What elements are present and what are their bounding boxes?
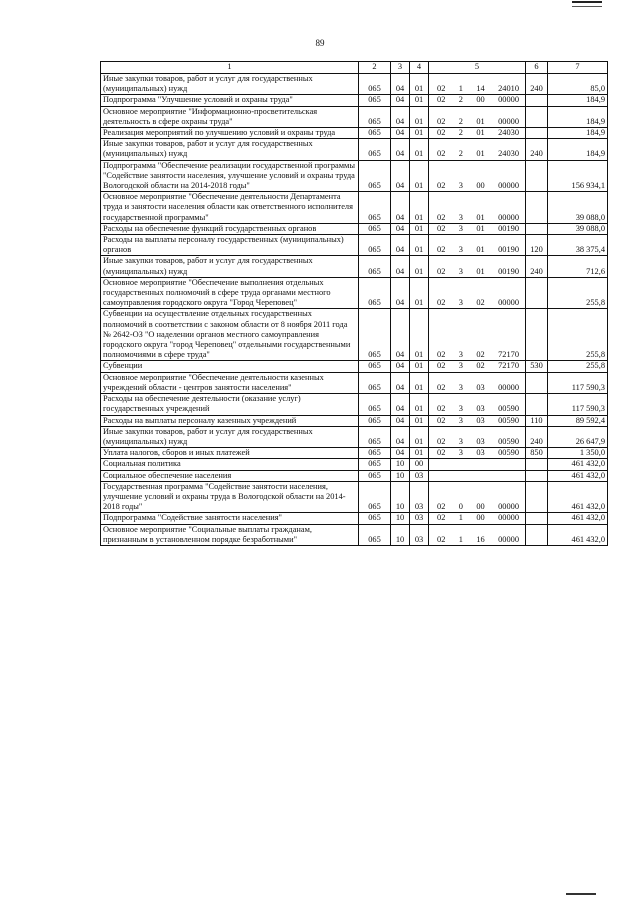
target-article-direction: 72170 [498,361,519,371]
cell-ministry-code: 065 [359,481,391,513]
target-article-direction: 00590 [498,448,519,458]
cell-target-article [429,95,526,106]
cell-target-article [429,74,526,95]
cell-ministry-code: 065 [359,106,391,127]
row-name: Расходы на обеспечение деятельности (оказание услуг) государственных учреждений [101,394,359,415]
cell-subsection-code: 01 [410,192,429,224]
target-article-subprogram: 3 [458,245,463,255]
cell-section-code: 04 [391,74,410,95]
row-name: Иные закупки товаров, работ и услуг для государственных (муниципальных) нужд [101,139,359,160]
target-article-direction: 00190 [498,245,519,255]
table-row [101,309,608,361]
cell-section-code: 04 [391,415,410,426]
table-row [101,106,608,127]
cell-section-code: 04 [391,106,410,127]
target-article-direction: 00000 [498,181,519,191]
cell-section-code: 10 [391,481,410,513]
cell-expense-type [526,223,548,234]
cell-ministry-code: 065 [359,223,391,234]
target-article-activity: 01 [476,266,485,276]
cell-target-article [429,361,526,372]
table-row [101,235,608,256]
cell-expense-type: 240 [526,256,548,277]
table-header-row [101,62,608,74]
target-article-direction: 24030 [498,149,519,159]
target-article-subprogram: 3 [458,382,463,392]
column-header: 6 [526,62,548,74]
cell-section-code: 04 [391,448,410,459]
cell-expense-type [526,470,548,481]
target-article-program: 02 [437,361,446,371]
cell-section-code: 04 [391,426,410,447]
target-article-program: 02 [437,181,446,191]
cell-ministry-code: 065 [359,459,391,470]
target-article-activity: 02 [476,350,485,360]
row-name: Государственная программа "Содействие занятости населения, улучшение условий и охраны труда в Вологодской области на 2014-2018 годы" [101,481,359,513]
target-article-subprogram: 2 [458,149,463,159]
cell-target-article [429,192,526,224]
cell-section-code: 04 [391,160,410,192]
table-row [101,361,608,372]
cell-section-code: 04 [391,256,410,277]
cell-target-article [429,513,526,524]
target-article-subprogram: 2 [458,128,463,138]
target-article-direction: 24010 [498,84,519,94]
table-row [101,256,608,277]
cell-section-code: 04 [391,394,410,415]
target-article-subprogram: 3 [458,266,463,276]
column-header: 2 [359,62,391,74]
target-article-activity: 00 [476,513,485,523]
cell-ministry-code: 065 [359,470,391,481]
cell-subsection-code: 00 [410,459,429,470]
cell-expense-type [526,160,548,192]
target-article-subprogram: 3 [458,350,463,360]
cell-amount: 184,9 [548,106,608,127]
row-name: Основное мероприятие "Информационно-просветительская деятельность в сфере охраны труда" [101,106,359,127]
table-row [101,139,608,160]
cell-amount: 461 432,0 [548,513,608,524]
cell-target-article [429,256,526,277]
cell-target-article [429,459,526,470]
table-row [101,192,608,224]
target-article-subprogram: 3 [458,212,463,222]
target-article-direction: 00000 [498,502,519,512]
target-article-program: 02 [437,502,446,512]
target-article-subprogram: 3 [458,223,463,233]
cell-amount: 184,9 [548,128,608,139]
target-article-activity: 16 [476,534,485,544]
cell-subsection-code: 01 [410,106,429,127]
target-article-program: 02 [437,245,446,255]
cell-target-article [429,139,526,160]
cell-ministry-code: 065 [359,160,391,192]
cell-amount: 255,8 [548,309,608,361]
cell-expense-type: 530 [526,361,548,372]
cell-target-article [429,372,526,393]
target-article-activity: 01 [476,116,485,126]
row-name: Субвенции [101,361,359,372]
row-name: Расходы на выплаты персоналу казенных учреждений [101,415,359,426]
cell-section-code: 10 [391,459,410,470]
cell-expense-type [526,513,548,524]
target-article-activity: 14 [476,84,485,94]
cell-ministry-code: 065 [359,256,391,277]
cell-ministry-code: 065 [359,95,391,106]
target-article-program: 02 [437,382,446,392]
target-article-subprogram: 3 [458,404,463,414]
cell-subsection-code: 01 [410,394,429,415]
row-name: Реализация мероприятий по улучшению условий и охраны труда [101,128,359,139]
target-article-subprogram: 3 [458,181,463,191]
row-name: Иные закупки товаров, работ и услуг для государственных (муниципальных) нужд [101,74,359,95]
table-row [101,372,608,393]
cell-subsection-code: 01 [410,223,429,234]
row-name: Подпрограмма "Обеспечение реализации государственной программы "Содействие занятости населения, улучшение условий и охраны труда Вологодской области на 2014-2018 годы" [101,160,359,192]
target-article-activity: 01 [476,212,485,222]
cell-section-code: 04 [391,139,410,160]
target-article-program: 02 [437,84,446,94]
cell-amount: 39 088,0 [548,223,608,234]
cell-amount: 156 934,1 [548,160,608,192]
cell-amount: 117 590,3 [548,394,608,415]
budget-table [100,61,608,546]
target-article-subprogram: 1 [458,513,463,523]
target-article-subprogram: 3 [458,298,463,308]
cell-section-code: 04 [391,192,410,224]
target-article-program: 02 [437,448,446,458]
column-header: 4 [410,62,429,74]
target-article-direction: 00000 [498,116,519,126]
cell-target-article [429,235,526,256]
target-article-program: 02 [437,212,446,222]
cell-expense-type [526,309,548,361]
column-header: 7 [548,62,608,74]
cell-amount: 461 432,0 [548,470,608,481]
row-name: Основное мероприятие "Обеспечение деятельности казенных учреждений области - центров занятости населения" [101,372,359,393]
cell-section-code: 04 [391,372,410,393]
cell-ministry-code: 065 [359,235,391,256]
cell-ministry-code: 065 [359,394,391,415]
cell-target-article [429,524,526,545]
table-row [101,524,608,545]
target-article-direction: 00000 [498,212,519,222]
cell-subsection-code: 01 [410,256,429,277]
cell-amount: 85,0 [548,74,608,95]
table-row [101,160,608,192]
cell-section-code: 04 [391,277,410,309]
bottom-scan-mark [566,893,596,897]
row-name: Иные закупки товаров, работ и услуг для государственных (муниципальных) нужд [101,256,359,277]
target-article-program: 02 [437,149,446,159]
target-article-direction: 00190 [498,223,519,233]
cell-ministry-code: 065 [359,361,391,372]
cell-subsection-code: 03 [410,481,429,513]
target-article-activity: 02 [476,298,485,308]
target-article-subprogram: 1 [458,534,463,544]
target-article-direction: 00000 [498,298,519,308]
cell-section-code: 04 [391,309,410,361]
cell-target-article [429,277,526,309]
cell-subsection-code: 03 [410,470,429,481]
cell-expense-type: 850 [526,448,548,459]
row-name: Расходы на выплаты персоналу государственных (муниципальных) органов [101,235,359,256]
row-name: Уплата налогов, сборов и иных платежей [101,448,359,459]
cell-expense-type: 240 [526,426,548,447]
cell-ministry-code: 065 [359,426,391,447]
cell-section-code: 10 [391,470,410,481]
target-article-subprogram: 3 [458,448,463,458]
cell-subsection-code: 01 [410,160,429,192]
target-article-direction: 00590 [498,415,519,425]
cell-amount: 184,9 [548,139,608,160]
column-header: 3 [391,62,410,74]
cell-amount: 712,6 [548,256,608,277]
table-row [101,95,608,106]
cell-ministry-code: 065 [359,513,391,524]
cell-amount: 89 592,4 [548,415,608,426]
cell-amount: 1 350,0 [548,448,608,459]
cell-target-article [429,415,526,426]
cell-subsection-code: 03 [410,513,429,524]
target-article-activity: 00 [476,181,485,191]
row-name: Основное мероприятие "Обеспечение выполнения отдельных государственных полномочий в сфере труда органами местного самоуправления городского округа "Город Череповец" [101,277,359,309]
target-article-program: 02 [437,223,446,233]
cell-amount: 184,9 [548,95,608,106]
cell-section-code: 04 [391,235,410,256]
target-article-direction: 00590 [498,436,519,446]
row-name: Подпрограмма "Содействие занятости населения" [101,513,359,524]
row-name: Субвенции на осуществление отдельных государственных полномочий в соответствии с законом области от 8 ноября 2011 года № 2642-ОЗ "О наделении органов местного самоуправления городского округа "город Череповец" отдельными государственными полномочиями в сфере труда" [101,309,359,361]
cell-ministry-code: 065 [359,74,391,95]
cell-expense-type [526,394,548,415]
cell-expense-type [526,459,548,470]
target-article-direction: 00000 [498,95,519,105]
table-row [101,448,608,459]
target-article-activity: 03 [476,448,485,458]
cell-target-article [429,106,526,127]
target-article-program: 02 [437,534,446,544]
cell-subsection-code: 01 [410,361,429,372]
cell-ministry-code: 065 [359,128,391,139]
table-row [101,74,608,95]
cell-expense-type [526,106,548,127]
target-article-program: 02 [437,298,446,308]
target-article-program: 02 [437,95,446,105]
cell-section-code: 10 [391,524,410,545]
cell-amount: 461 432,0 [548,524,608,545]
target-article-subprogram: 2 [458,95,463,105]
cell-target-article [429,481,526,513]
cell-target-article [429,448,526,459]
target-article-direction: 00000 [498,382,519,392]
target-article-activity: 01 [476,223,485,233]
target-article-program: 02 [437,415,446,425]
target-article-subprogram: 3 [458,361,463,371]
cell-amount: 461 432,0 [548,459,608,470]
cell-amount: 461 432,0 [548,481,608,513]
cell-target-article [429,128,526,139]
target-article-program: 02 [437,436,446,446]
cell-ministry-code: 065 [359,139,391,160]
cell-subsection-code: 01 [410,95,429,106]
cell-section-code: 10 [391,513,410,524]
row-name: Подпрограмма "Улучшение условий и охраны труда" [101,95,359,106]
cell-ministry-code: 065 [359,309,391,361]
cell-amount: 26 647,9 [548,426,608,447]
cell-subsection-code: 01 [410,74,429,95]
cell-expense-type: 240 [526,139,548,160]
table-row [101,470,608,481]
table-row [101,415,608,426]
cell-target-article [429,160,526,192]
target-article-subprogram: 3 [458,436,463,446]
cell-section-code: 04 [391,95,410,106]
cell-expense-type [526,95,548,106]
cell-expense-type [526,128,548,139]
cell-section-code: 04 [391,361,410,372]
cell-ministry-code: 065 [359,415,391,426]
target-article-activity: 02 [476,361,485,371]
row-name: Иные закупки товаров, работ и услуг для государственных (муниципальных) нужд [101,426,359,447]
row-name: Социальное обеспечение населения [101,470,359,481]
cell-expense-type [526,524,548,545]
row-name: Расходы на обеспечение функций государственных органов [101,223,359,234]
target-article-activity: 01 [476,128,485,138]
target-article-activity: 01 [476,245,485,255]
target-article-program: 02 [437,350,446,360]
target-article-program: 02 [437,513,446,523]
cell-ministry-code: 065 [359,372,391,393]
row-name: Социальная политика [101,459,359,470]
row-name: Основное мероприятие "Социальные выплаты гражданам, признанным в установленном порядке безработными" [101,524,359,545]
target-article-direction: 00590 [498,404,519,414]
table-row [101,481,608,513]
target-article-direction: 00190 [498,266,519,276]
cell-expense-type [526,372,548,393]
cell-subsection-code: 01 [410,426,429,447]
cell-expense-type [526,192,548,224]
cell-section-code: 04 [391,128,410,139]
cell-subsection-code: 01 [410,309,429,361]
target-article-subprogram: 2 [458,116,463,126]
cell-target-article [429,426,526,447]
table-row [101,394,608,415]
target-article-activity: 00 [476,502,485,512]
target-article-program: 02 [437,404,446,414]
table-row [101,128,608,139]
cell-amount: 255,8 [548,277,608,309]
cell-ministry-code: 065 [359,192,391,224]
corner-scan-mark [572,1,602,7]
target-article-subprogram: 3 [458,415,463,425]
target-article-program: 02 [437,266,446,276]
cell-expense-type: 110 [526,415,548,426]
row-name: Основное мероприятие "Обеспечение деятельности Департамента труда и занятости населения области как ответственного исполнителя государственной программы" [101,192,359,224]
column-header: 5 [429,62,526,74]
cell-subsection-code: 01 [410,415,429,426]
cell-amount: 255,8 [548,361,608,372]
target-article-direction: 00000 [498,534,519,544]
target-article-activity: 03 [476,382,485,392]
cell-ministry-code: 065 [359,448,391,459]
cell-ministry-code: 065 [359,524,391,545]
cell-target-article [429,394,526,415]
target-article-subprogram: 1 [458,84,463,94]
target-article-program: 02 [437,128,446,138]
cell-target-article [429,223,526,234]
cell-subsection-code: 01 [410,128,429,139]
target-article-activity: 03 [476,415,485,425]
target-article-subprogram: 0 [458,502,463,512]
cell-amount: 38 375,4 [548,235,608,256]
target-article-direction: 24030 [498,128,519,138]
column-header: 1 [101,62,359,74]
table-row [101,223,608,234]
page-number: 89 [315,38,325,48]
cell-subsection-code: 01 [410,448,429,459]
table-row [101,426,608,447]
cell-target-article [429,309,526,361]
cell-ministry-code: 065 [359,277,391,309]
table-row [101,277,608,309]
target-article-activity: 03 [476,436,485,446]
cell-subsection-code: 01 [410,372,429,393]
target-article-direction: 72170 [498,350,519,360]
cell-subsection-code: 01 [410,139,429,160]
cell-expense-type: 120 [526,235,548,256]
target-article-activity: 00 [476,95,485,105]
cell-expense-type [526,277,548,309]
cell-target-article [429,470,526,481]
table-row [101,459,608,470]
cell-subsection-code: 01 [410,277,429,309]
table-row [101,513,608,524]
cell-subsection-code: 01 [410,235,429,256]
cell-expense-type: 240 [526,74,548,95]
target-article-activity: 03 [476,404,485,414]
cell-expense-type [526,481,548,513]
cell-subsection-code: 03 [410,524,429,545]
cell-section-code: 04 [391,223,410,234]
target-article-program: 02 [437,116,446,126]
target-article-activity: 01 [476,149,485,159]
target-article-direction: 00000 [498,513,519,523]
cell-amount: 39 088,0 [548,192,608,224]
cell-amount: 117 590,3 [548,372,608,393]
